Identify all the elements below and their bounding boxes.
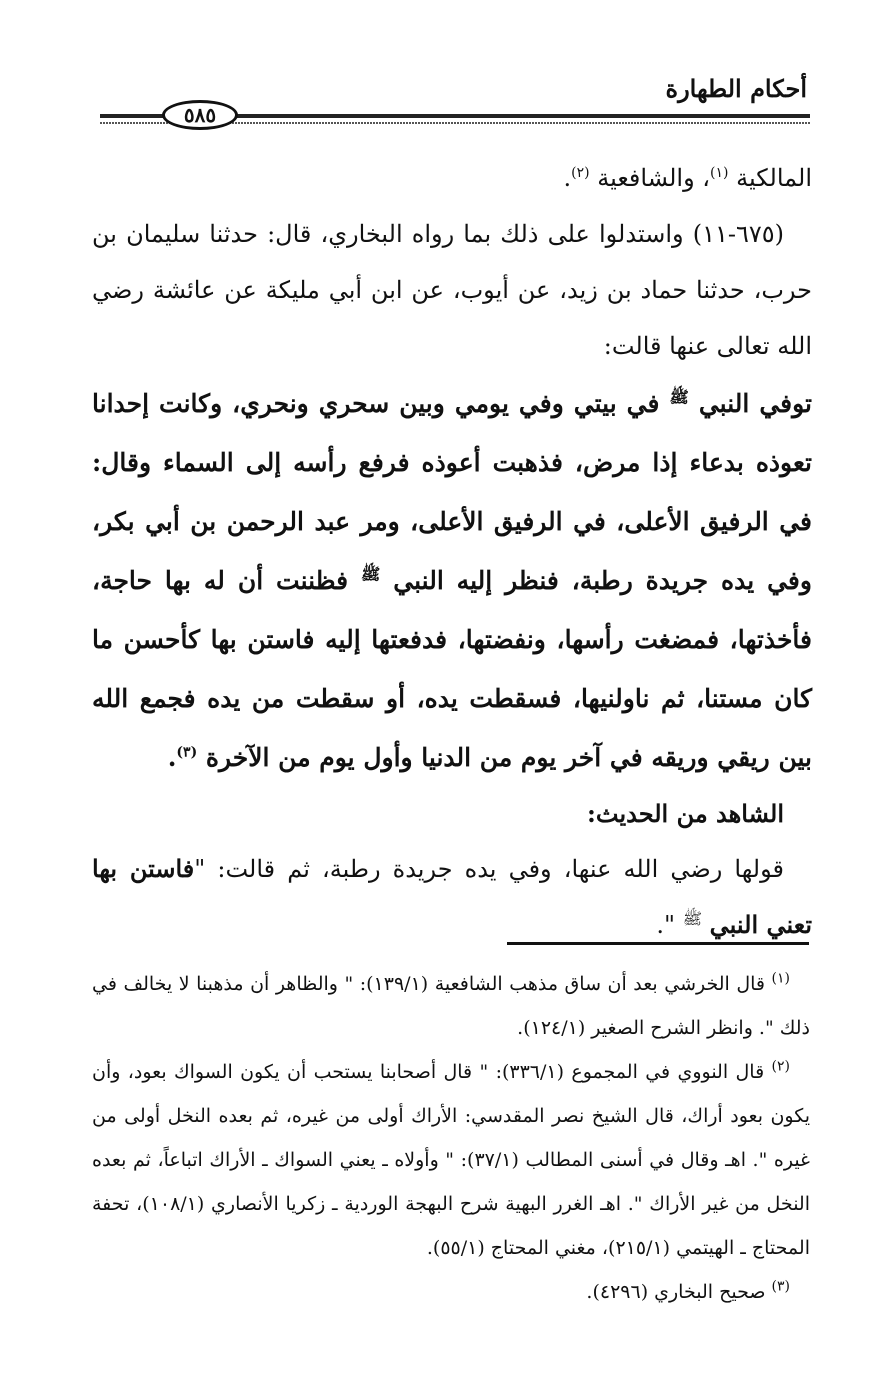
footnote-marker-2: (٢) <box>771 1058 790 1075</box>
footnote-text-2: قال النووي في المجموع (٣٣٦/١): " قال أصحابنا يستحب أن يكون السواك بعود، وأن يكون بعود أراك، قال الشيخ نصر المقدسي: الأراك أولى من غيره، ثم بعده النخل أولى من غيره ". اهـ وقال في أسنى المطالب (٣٧/١): " وأولاه ـ يعني السواك ـ الأراك اتباعاً، ثم بعده النخل من غير الأراك ". اهـ الغرر البهية شرح البهجة الوردية ـ زكريا الأنصاري (١٠٨/١)، تحفة المحتاج ـ الهيتمي (٢١٥/١)، مغني المحتاج (٥٥/١). <box>92 1061 811 1259</box>
paragraph-isnad: (٦٧٥-١١) واستدلوا على ذلك بما رواه البخاري، قال: حدثنا سليمان بن حرب، حدثنا حماد بن زيد، عن أيوب، عن ابن أبي مليكة عن عائشة رضي الله تعالى عنها قالت: <box>92 220 812 360</box>
footnote-separator <box>507 942 809 945</box>
footnote-text-3: صحيح البخاري (٤٢٩٦). <box>586 1281 766 1303</box>
footnote-ref-3[interactable]: (٣) <box>176 744 198 761</box>
paragraph-witness <box>92 841 812 953</box>
hadith-text-1: توفي النبي <box>698 389 812 418</box>
main-text <box>92 150 812 953</box>
text-shafiiyya: ، والشافعية <box>597 164 711 192</box>
salutation-glyph-2: ﷺ <box>361 564 381 584</box>
witness-end: ". <box>656 911 676 939</box>
witness-heading: الشاهد من الحديث: <box>587 799 784 828</box>
running-header-title: أحكام الطهارة <box>665 74 807 103</box>
footnote-2 <box>92 1050 810 1270</box>
period: . <box>563 164 572 192</box>
paragraph-madhhab <box>92 150 812 206</box>
footnotes <box>92 962 810 1314</box>
text-malikiyya: المالكية <box>736 164 812 192</box>
footnote-3 <box>92 1270 810 1314</box>
salutation-glyph-1: ﷺ <box>669 387 689 407</box>
footnote-marker-3: (٣) <box>771 1278 790 1295</box>
hadith-text-2: في بيتي وفي يومي وبين سحري ونحري، وكانت إحدانا تعوذه بدعاء إذا مرض، فذهبت أعوذه فرفع رأسه إلى السماء وقال: في الرفيق الأعلى، في الرفيق الأعلى، ومر عبد الرحمن بن أبي بكر، وفي يده جريدة رطبة، فنظر إليه النبي <box>92 389 812 595</box>
page-number: ٥٨٥ <box>162 100 238 130</box>
witness-bold-text: فاستن بها تعني النبي <box>92 854 812 939</box>
hadith-period: . <box>167 743 177 772</box>
hadith-text-3: فظننت أن له بها حاجة، فأخذتها، فمضغت رأسها، ونفضتها، فدفعتها إليه فاستن بها كأحسن ما كان مستنا، ثم ناولنيها، فسقطت يده، أو سقطت من يده فجمع الله بين ريقي وريقه في آخر يوم من الدنيا وأول يوم من الآخرة <box>92 566 812 772</box>
footnote-ref-1[interactable]: (١) <box>710 165 729 181</box>
salutation-glyph-3: ﷺ <box>682 909 703 928</box>
footnote-marker-1: (١) <box>771 970 790 987</box>
witness-text: قولها رضي الله عنها، وفي يده جريدة رطبة، ثم قالت: " <box>194 855 784 883</box>
footnote-1 <box>92 962 810 1050</box>
footnote-text-1: قال الخرشي بعد أن ساق مذهب الشافعية (١٣٩/١): " والظاهر أن مذهبنا لا يخالف في ذلك ". وانظر الشرح الصغير (١٢٤/١). <box>92 973 810 1039</box>
paragraph-hadith <box>92 374 812 787</box>
footnote-ref-2[interactable]: (٢) <box>571 165 590 181</box>
